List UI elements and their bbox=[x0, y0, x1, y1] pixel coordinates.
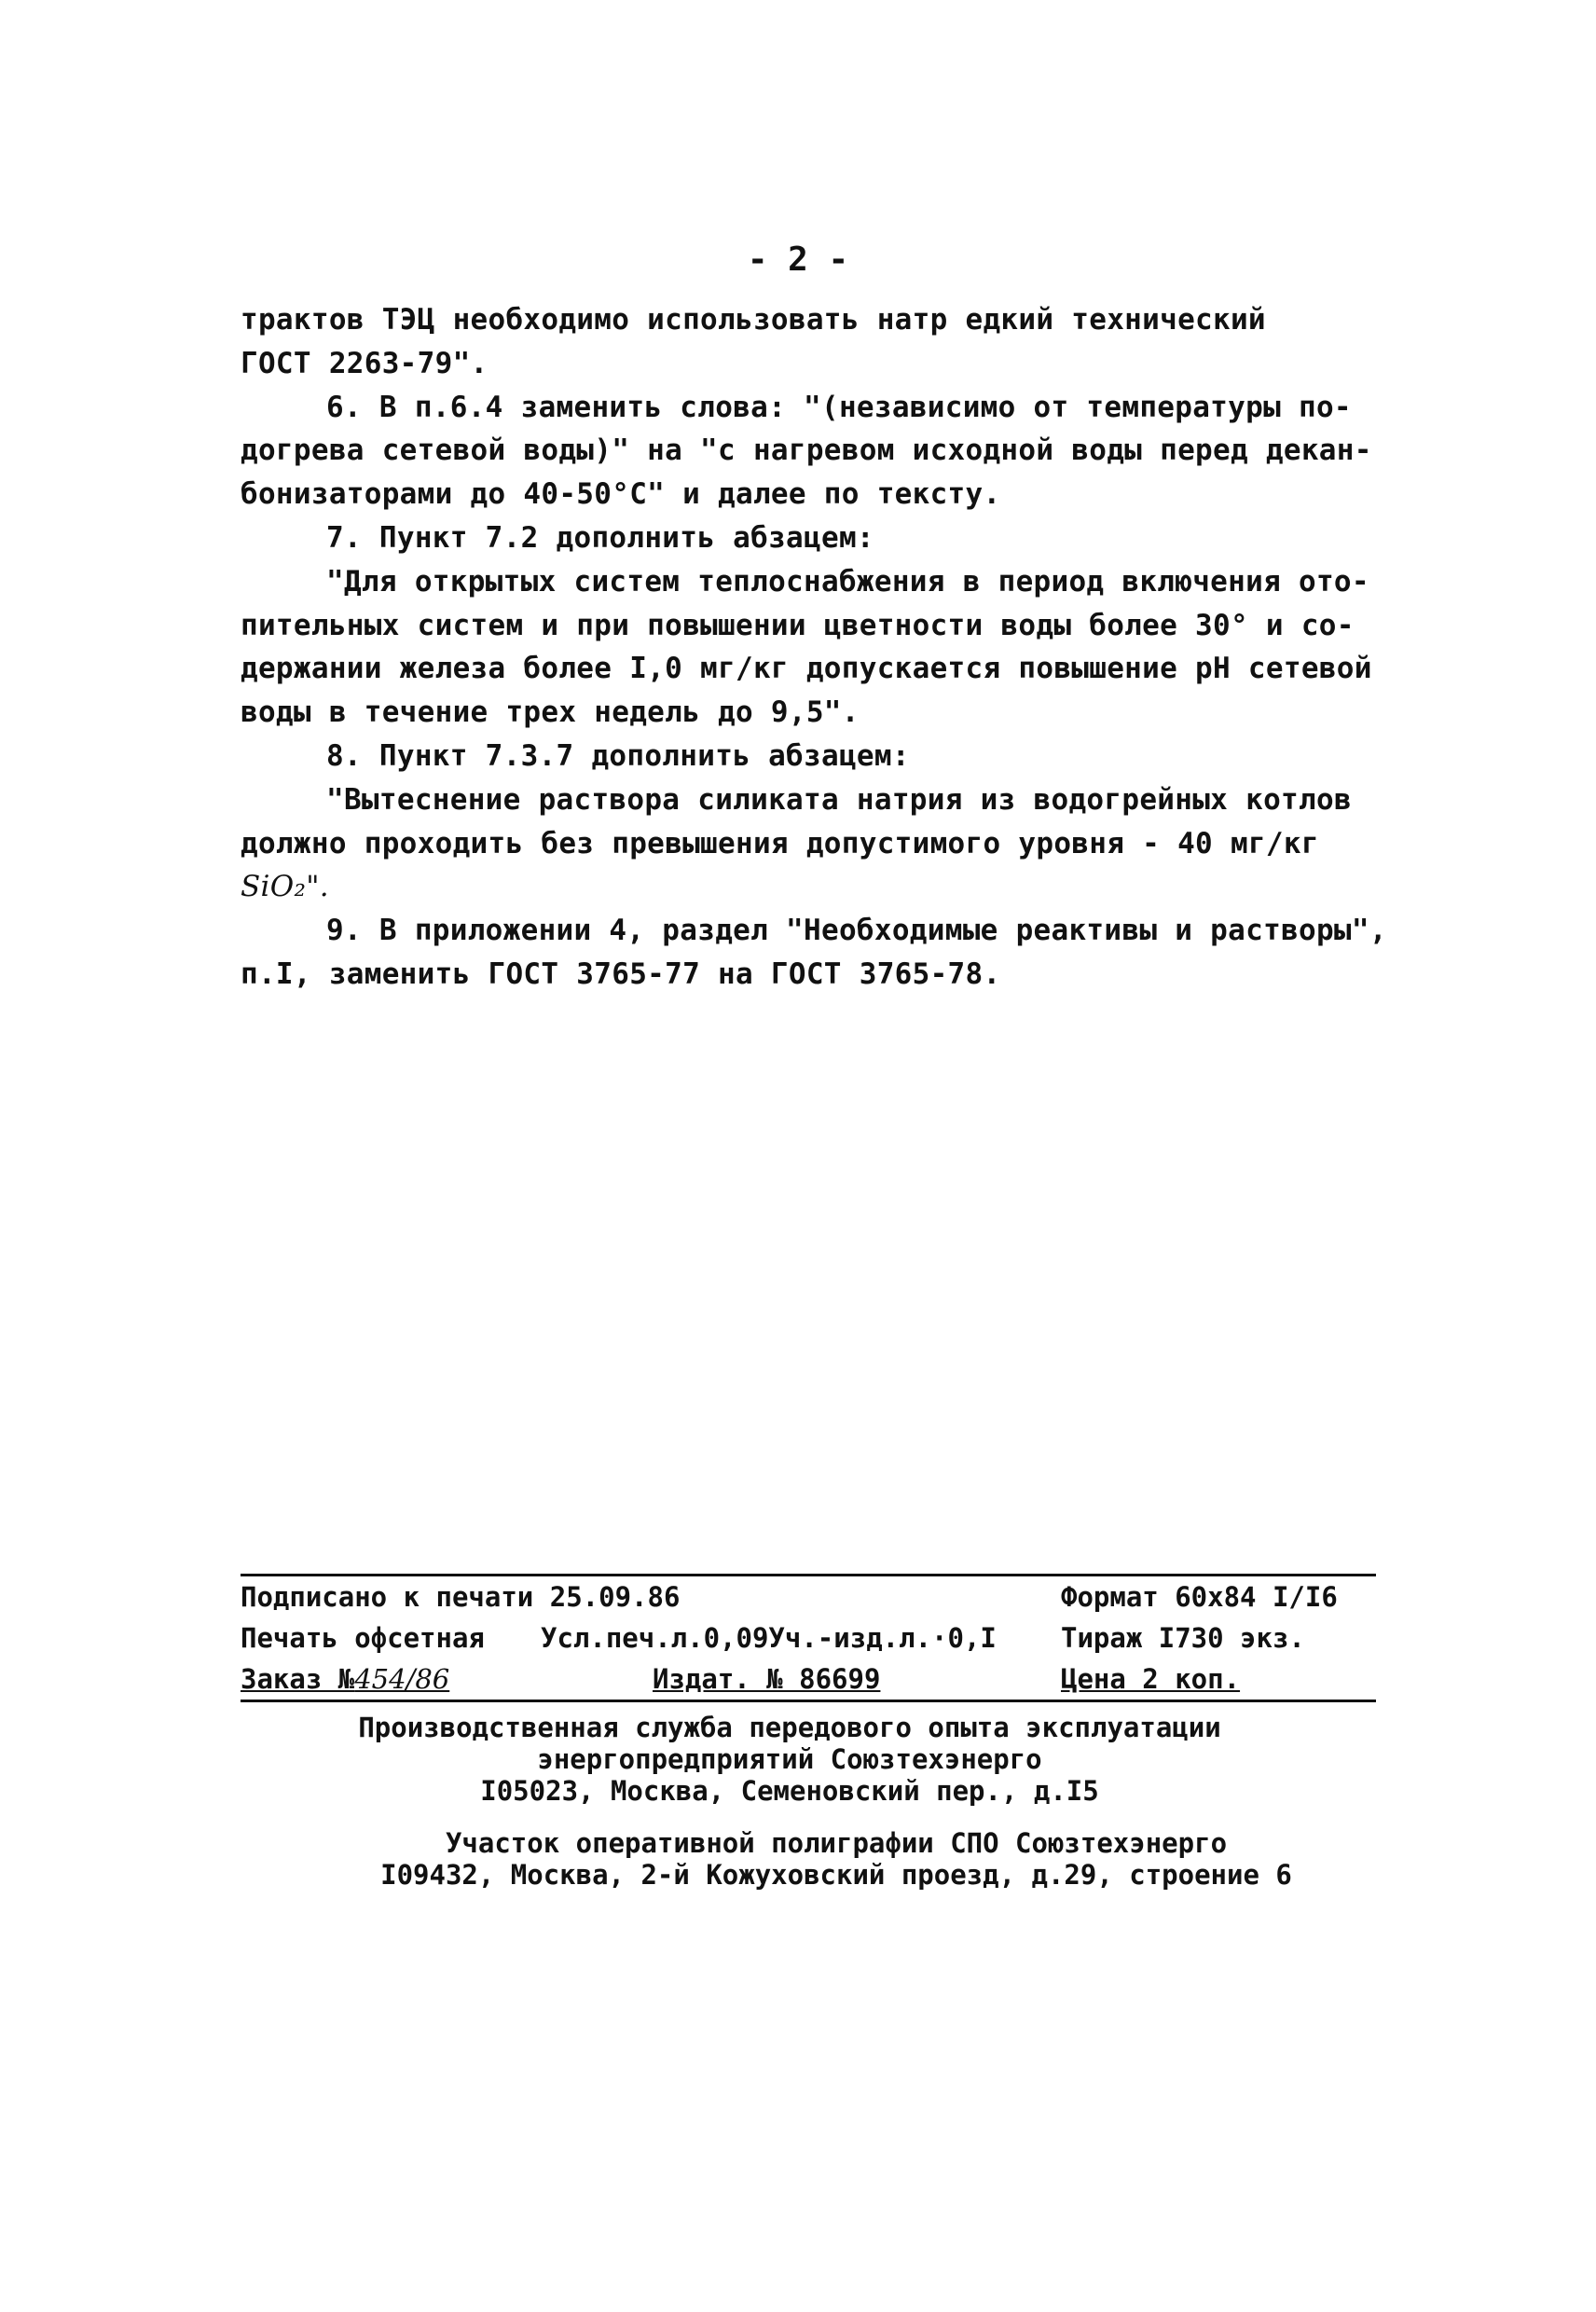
text-line: должно проходить без превышения допустимого уровня - 40 мг/кг bbox=[241, 826, 1319, 860]
order-label: Заказ № bbox=[241, 1663, 355, 1695]
quote-7-start: "Для открытых систем теплоснабжения в период включения ото- bbox=[326, 564, 1369, 599]
text-line: бонизаторами до 40-50°С" и далее по тексту. bbox=[241, 477, 1001, 512]
imprint-row bbox=[241, 1658, 1376, 1700]
chemical-formula: SiO₂". bbox=[241, 870, 329, 904]
circulation: Тираж I730 экз. bbox=[1061, 1622, 1305, 1654]
imprint-row bbox=[241, 1617, 1376, 1658]
text-line: держании железа более I,0 мг/кг допускается повышение рН сетевой bbox=[241, 652, 1372, 686]
text-line: пительных систем и при повышении цветности воды более 30° и со- bbox=[241, 608, 1355, 642]
imprint-block bbox=[241, 1574, 1376, 1891]
text-line: ГОСТ 2263-79". bbox=[241, 346, 488, 380]
print-shop-info bbox=[241, 1827, 1376, 1891]
print-shop-name: Участок оперативной полиграфии СПО Союзтехэнерго bbox=[445, 1827, 1228, 1859]
text-line: трактов ТЭЦ необходимо использовать натр едкий технический bbox=[241, 303, 1266, 337]
item-7-start: 7. Пункт 7.2 дополнить абзацем: bbox=[326, 520, 874, 555]
divider bbox=[241, 1700, 1376, 1702]
publisher-name: Производственная служба передового опыта эксплуатации bbox=[358, 1712, 1221, 1743]
order-value: 454/86 bbox=[354, 1663, 450, 1695]
item-9-start: 9. В приложении 4, раздел "Необходимые реактивы и растворы", bbox=[326, 914, 1387, 948]
signed-date: Подписано к печати 25.09.86 bbox=[241, 1581, 681, 1613]
sheet-count: Усл.печ.л.0,09Уч.-изд.л.·0,I bbox=[541, 1622, 997, 1654]
publisher-name-cont: энергопредприятий Союзтехэнерго bbox=[537, 1743, 1042, 1775]
imprint-row bbox=[241, 1576, 1376, 1617]
order-number bbox=[241, 1658, 449, 1700]
publisher-address: I05023, Москва, Семеновский пер., д.I5 bbox=[480, 1775, 1099, 1807]
print-shop-address: I09432, Москва, 2-й Кожуховский проезд, д.29, строение 6 bbox=[380, 1859, 1292, 1891]
text-line: догрева сетевой воды)" на "с нагревом исходной воды перед декан- bbox=[241, 434, 1372, 468]
quote-8-start: "Вытеснение раствора силиката натрия из водогрейных котлов bbox=[326, 782, 1352, 817]
print-type: Печать офсетная bbox=[241, 1622, 485, 1654]
text-line: п.I, заменить ГОСТ 3765-77 на ГОСТ 3765-78. bbox=[241, 956, 1001, 991]
publication-number: Издат. № 86699 bbox=[653, 1663, 881, 1695]
publisher-info bbox=[241, 1712, 1376, 1807]
item-6-start: 6. В п.6.4 заменить слова: "(независимо от температуры по- bbox=[326, 390, 1352, 424]
page-number: - 2 - bbox=[747, 241, 849, 279]
price: Цена 2 коп. bbox=[1061, 1663, 1241, 1695]
text-line: воды в течение трех недель до 9,5". bbox=[241, 695, 860, 730]
main-text bbox=[241, 298, 1406, 997]
item-8-start: 8. Пункт 7.3.7 дополнить абзацем: bbox=[326, 738, 910, 773]
paper-format: Формат 60х84 I/I6 bbox=[1061, 1581, 1338, 1613]
